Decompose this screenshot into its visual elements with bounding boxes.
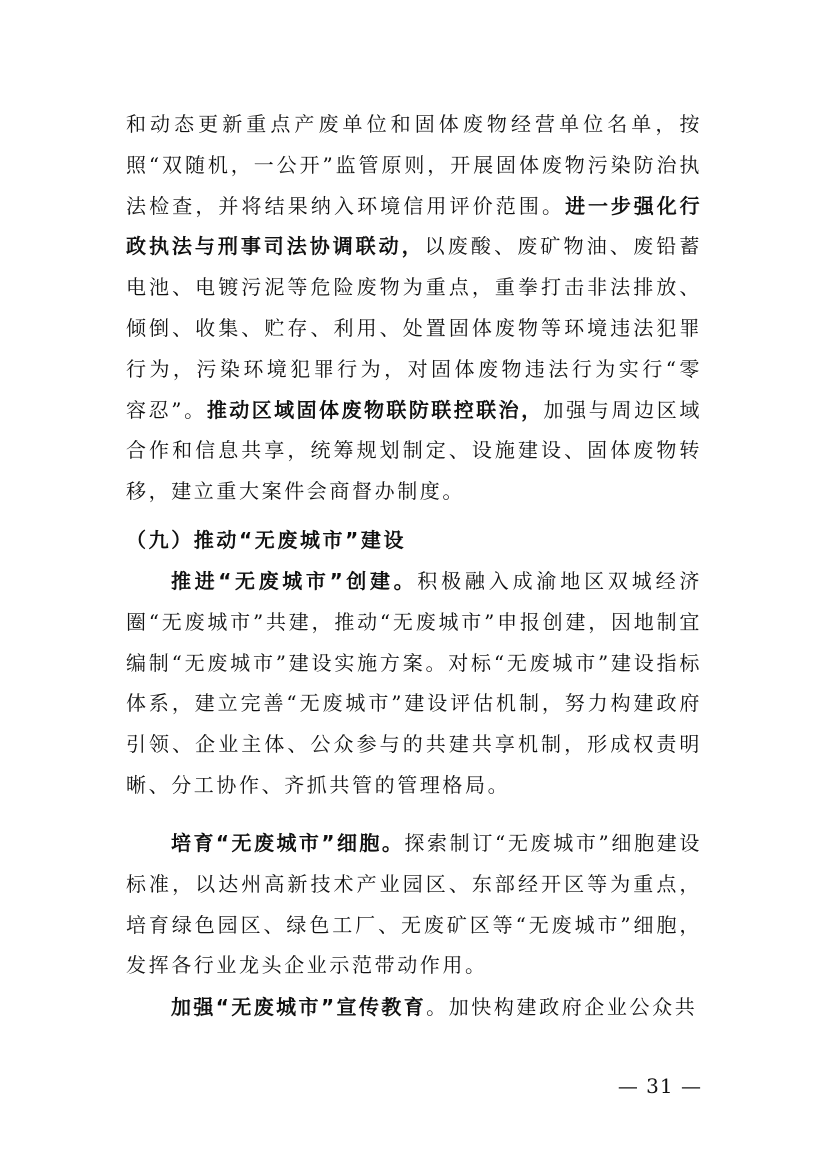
paragraph-text: 。加快构建政府企业公众共 <box>426 995 698 1019</box>
body-paragraph <box>126 823 702 986</box>
body-paragraph <box>126 987 702 1028</box>
page-number: — 31 — <box>617 1074 702 1098</box>
bold-lead-phrase: 推进“无废城市”创建。 <box>171 569 418 593</box>
paragraph-text: 以废酸、废矿物油、废铅蓄电池、电镀污泥等危险废物为重点，重拳打击非法排放、倾倒、收集、贮存、利用、处置固体废物等环境违法犯罪行为，污染环境犯罪行为，对固体废物违法行为实行“零容忍”。 <box>126 234 703 422</box>
bold-lead-phrase: 加强“无废城市”宣传教育 <box>171 995 427 1019</box>
bold-lead-phrase: 推动区域固体废物联防联控联治， <box>206 397 544 422</box>
paragraph-text: 和动态更新重点产废单位和固体废物经营单位名单，按照“双随机，一公开”监管原则，开展固体废物污染防治执法检查，并将结果纳入环境信用评价范围。 <box>126 112 702 218</box>
bold-lead-phrase: 进一步强化行政执法与刑事司法协调联动， <box>126 193 703 259</box>
body-paragraph <box>126 561 702 806</box>
paragraph-text: 积极融入成渝地区双城经济圈“无废城市”共建，推动“无废城市”申报创建，因地制宜编制“无废城市”建设实施方案。对标“无废城市”建设指标体系，建立完善“无废城市”建设评估机制，努力构建政府引领、企业主体、公众参与的共建共享机制，形成权责明晰、分工协作、齐抓共管的管理格局。 <box>126 569 702 797</box>
section-heading: （九）推动“无废城市”建设 <box>126 528 407 552</box>
bold-lead-phrase: 培育“无废城市”细胞。 <box>171 831 405 855</box>
paragraph-text: 加强与周边区域合作和信息共享，统筹规划制定、设施建设、固体废物转移，建立重大案件会商督办制度。 <box>126 397 702 504</box>
paragraph-text: 探索制订“无废城市”细胞建设标准，以达州高新技术产业园区、东部经开区等为重点，培育绿色园区、绿色工厂、无废矿区等“无废城市”细胞，发挥各行业龙头企业示范带动作用。 <box>126 831 702 978</box>
body-paragraph <box>126 104 702 512</box>
